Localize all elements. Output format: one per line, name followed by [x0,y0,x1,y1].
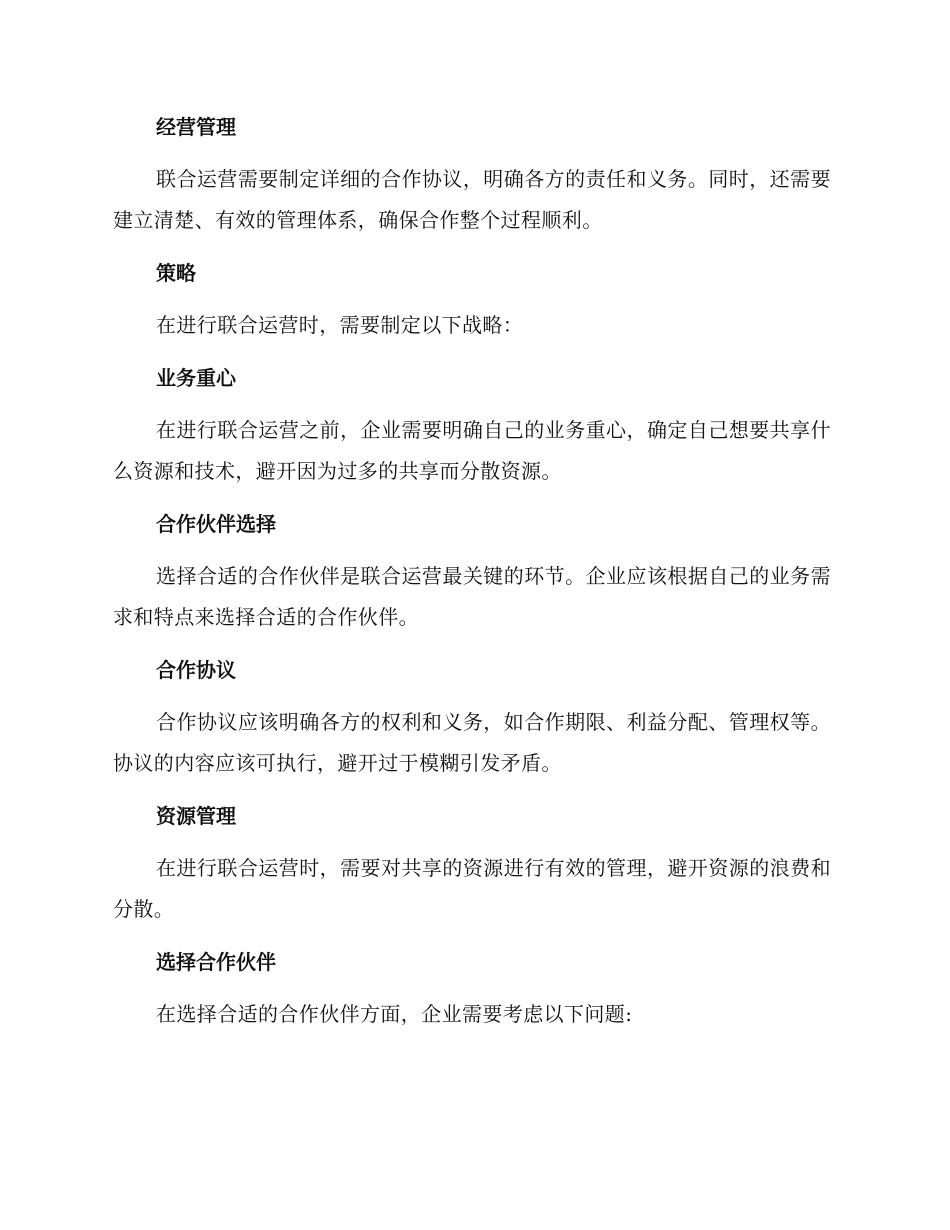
document-body [113,108,831,1048]
section-strategy [113,254,831,346]
section-paragraph: 选择合适的合作伙伴是联合运营最关键的环节。企业应该根据自己的业务需求和特点来选择合适的合作伙伴。 [113,564,831,629]
section-paragraph: 联合运营需要制定详细的合作协议，明确各方的责任和义务。同时，还需要建立清楚、有效的管理体系，确保合作整个过程顺利。 [113,167,831,232]
section-heading: 合作协议 [156,658,236,682]
section-business-focus [113,359,831,492]
section-partner-selection [113,505,831,638]
section-heading: 选择合作伙伴 [156,950,276,974]
section-heading: 业务重心 [156,366,236,390]
section-heading: 策略 [156,261,196,285]
section-paragraph: 在进行联合运营时，需要对共享的资源进行有效的管理，避开资源的浪费和分散。 [113,856,831,921]
section-paragraph: 在进行联合运营之前，企业需要明确自己的业务重心，确定自己想要共享什么资源和技术，避开因为过多的共享而分散资源。 [113,418,831,483]
section-paragraph: 在选择合适的合作伙伴方面，企业需要考虑以下问题: [156,1002,633,1026]
section-paragraph: 在进行联合运营时，需要制定以下战略： [156,313,524,337]
section-heading: 合作伙伴选择 [156,512,276,536]
section-operations-management [113,108,831,241]
section-choose-partners [113,943,831,1035]
section-heading: 资源管理 [156,804,236,828]
section-paragraph: 合作协议应该明确各方的权利和义务，如合作期限、利益分配、管理权等。协议的内容应该可执行，避开过于模糊引发矛盾。 [113,710,831,775]
section-heading: 经营管理 [156,115,236,139]
section-resource-management [113,797,831,930]
section-cooperation-agreement [113,651,831,784]
